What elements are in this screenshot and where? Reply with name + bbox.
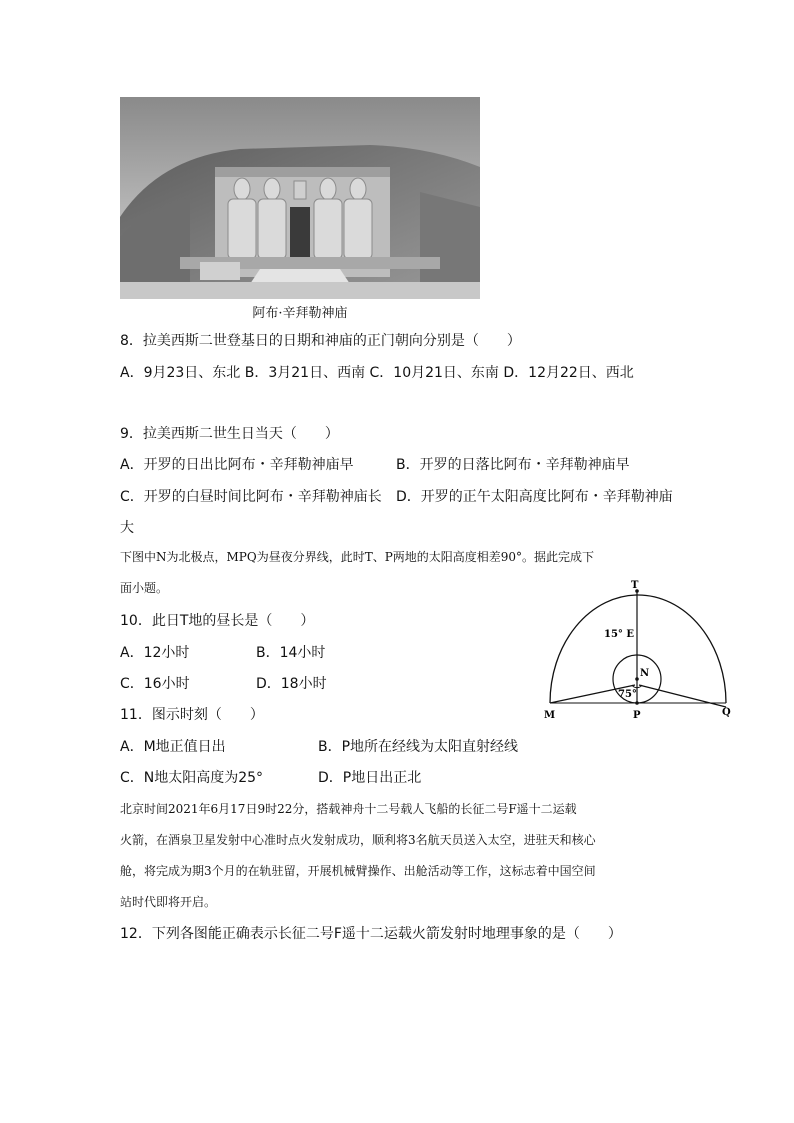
label-p: P	[633, 710, 641, 721]
intro-12-line2: 火箭，在酒泉卫星发射中心准时点火发射成功，顺利将3名航天员送入太空，进驻天和核心	[120, 833, 596, 847]
intro-12-line4: 站时代即将开启。	[120, 895, 217, 909]
q9-option-d: D．开罗的正午太阳高度比阿布・辛拜勒神庙	[396, 489, 673, 505]
intro-12-line1: 北京时间2021年6月17日9时22分，搭载神舟十二号载人飞船的长征二号F遥十二运载	[120, 802, 577, 816]
q10-option-b: B．14小时	[256, 645, 326, 661]
q11-option-b: B．P地所在经线为太阳直射经线	[318, 739, 519, 755]
label-q: Q	[722, 707, 731, 718]
q9-option-d-continued: 大	[120, 520, 134, 536]
intro-10-11-line2: 面小题。	[120, 581, 169, 595]
q9-option-b: B．开罗的日落比阿布・辛拜勒神庙早	[396, 457, 630, 473]
q8-options: A．9月23日、东北 B．3月21日、西南 C．10月21日、东南 D．12月22日、西北	[120, 365, 634, 381]
label-75: 75°	[618, 689, 637, 700]
q10-stem: 10．此日T地的昼长是（ ）	[120, 613, 315, 629]
intro-10-11-line1: 下图中N为北极点，MPQ为昼夜分界线，此时T、P两地的太阳高度相差90°。据此完成下	[120, 550, 595, 564]
q10-option-a: A．12小时	[120, 645, 190, 661]
photo-caption: 阿布·辛拜勒神庙	[252, 306, 348, 321]
q9-stem: 9．拉美西斯二世生日当天（ ）	[120, 426, 339, 442]
label-t: T	[631, 580, 639, 591]
outer-arc	[550, 595, 726, 703]
q11-option-d: D．P地日出正北	[318, 770, 422, 786]
q10-option-d: D．18小时	[256, 676, 327, 692]
q12-stem: 12．下列各图能正确表示长征二号F遥十二运载火箭发射时地理事象的是（ ）	[120, 926, 622, 942]
q11-option-c: C．N地太阳高度为25°	[120, 770, 264, 786]
point-n	[635, 677, 639, 681]
q11-stem: 11．图示时刻（ ）	[120, 707, 264, 723]
line-n-q	[639, 685, 726, 707]
temple-photo	[120, 97, 480, 299]
q9-option-c: C．开罗的白昼时间比阿布・辛拜勒神庙长	[120, 489, 382, 505]
label-15e: 15° E	[604, 629, 635, 640]
q10-option-c: C．16小时	[120, 676, 190, 692]
q11-option-a: A．M地正值日出	[120, 739, 226, 755]
label-n: N	[640, 668, 650, 679]
polar-diagram	[540, 575, 740, 725]
point-p	[635, 701, 639, 705]
q9-option-a: A．开罗的日出比阿布・辛拜勒神庙早	[120, 457, 354, 473]
label-m: M	[544, 710, 556, 721]
intro-12-line3: 舱，将完成为期3个月的在轨驻留，开展机械臂操作、出舱活动等工作，这标志着中国空间	[120, 864, 596, 878]
q8-stem: 8．拉美西斯二世登基日的日期和神庙的正门朝向分别是（ ）	[120, 333, 521, 349]
